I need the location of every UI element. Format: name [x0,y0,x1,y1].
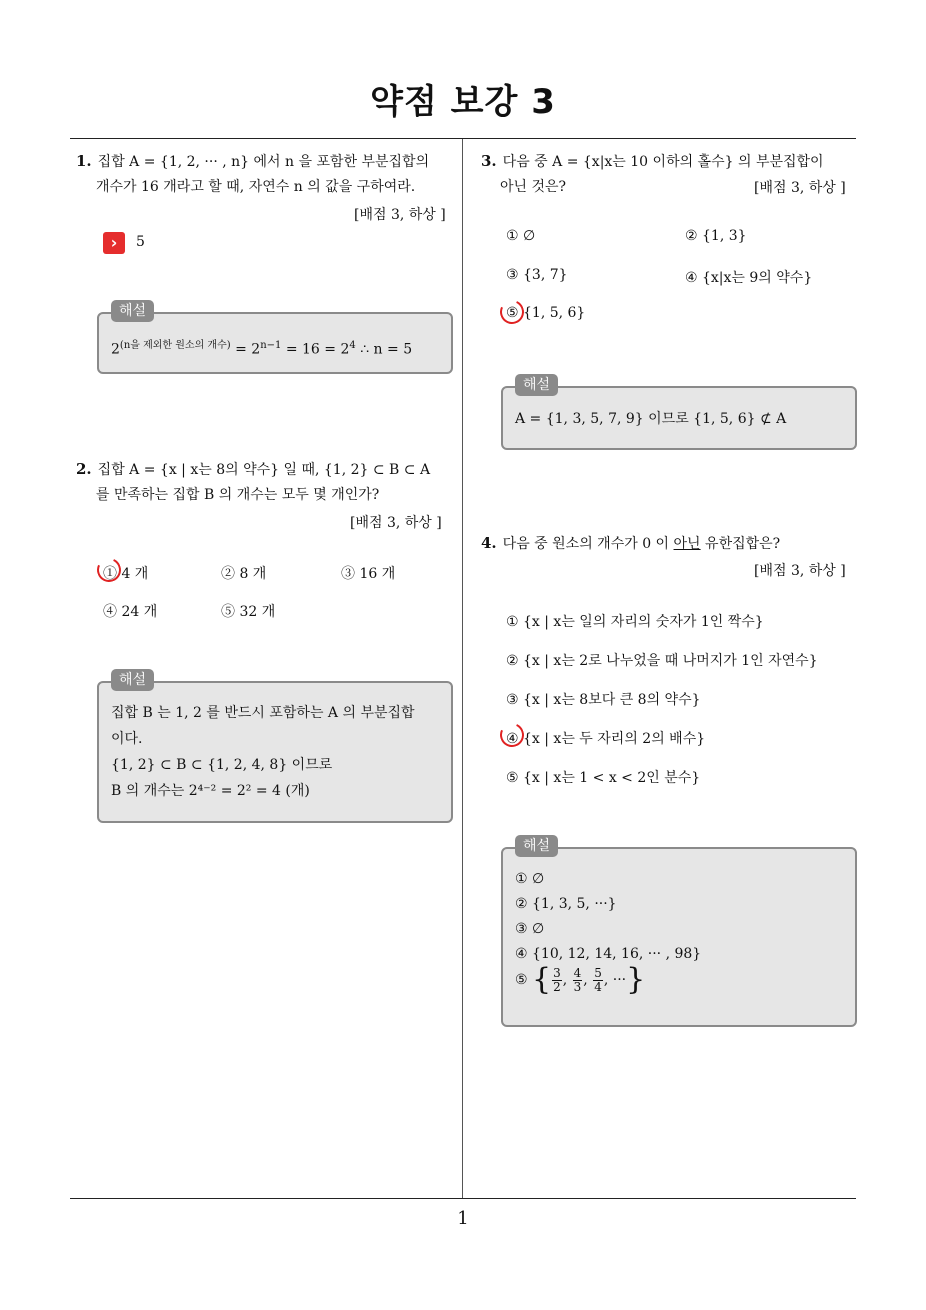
q3-choice-1[interactable]: ① ∅ [506,228,536,244]
q4-solution-line3: ③ ∅ [515,921,545,937]
q2-choice-2[interactable]: ② 8 개 [221,566,267,582]
frac1-num: 3 [553,965,561,980]
page-title: 약점 보강 3 [370,82,556,122]
q4-text-pre: 다음 중 원소의 개수가 0 이 [502,536,674,552]
q2-text-line2: 를 만족하는 집합 B 의 개수는 모두 몇 개인가? [96,487,380,503]
frac2-den: 3 [573,979,582,994]
q2-choice-1[interactable]: ① 4 개 [103,566,149,582]
q1-sol-rest3: ∴ n = 5 [355,341,413,358]
chevron-right-icon: › [103,232,125,254]
page-number: 1 [457,1208,469,1229]
q4-choice-3[interactable]: ③ {x | x는 8보다 큰 8의 약수} [506,692,701,708]
q4-choice-5[interactable]: ⑤ {x | x는 1 < x < 2인 분수} [506,770,701,786]
q1-solution-text [111,334,412,362]
q3-choice-2[interactable]: ② {1, 3} [685,228,747,244]
fraction-3 [593,967,603,994]
frac3-num: 5 [594,965,602,980]
q1-text-line1: 집합 A = {1, 2, ··· , n} 에서 n 을 포함한 부분집합의 [97,154,430,170]
q3-answer-mark [497,297,528,328]
q4-score: [배점 3, 하상 ] [754,563,846,579]
q1-sol-sup2: n−1 [260,340,282,351]
column-divider [462,139,463,1198]
q4-sol5-label: ⑤ [515,972,528,988]
q4-number: 4. [481,534,497,552]
q4-choice-1[interactable]: ① {x | x는 일의 자리의 숫자가 1인 짝수} [506,614,764,630]
frac3-den: 4 [594,979,602,994]
q2-solution-line4: B 의 개수는 2⁴⁻² = 2² = 4 (개) [111,783,310,799]
q1-sol-rest: = 2 [230,341,261,358]
q2-text-line1: 집합 A = {x | x는 8의 약수} 일 때, {1, 2} ⊂ B ⊂ A [97,462,431,478]
q3-text-line2: 아닌 것은? [500,179,567,195]
q1-solution-tag: 해설 [111,300,154,322]
top-rule [70,138,856,139]
q4-text-underlined: 아닌 [673,536,701,552]
q2-solution-line2: 이다. [111,731,143,747]
q4-solution-line4: ④ {10, 12, 14, 16, ··· , 98} [515,946,702,962]
q3-solution-tag: 해설 [515,374,558,396]
q3-number: 3. [481,152,497,170]
q3-choice-5[interactable]: ⑤ {1, 5, 6} [506,305,586,321]
q4-choice-4[interactable]: ④ {x | x는 두 자리의 2의 배수} [506,731,706,747]
q4-solution-tag: 해설 [515,835,558,857]
q3-score: [배점 3, 하상 ] [754,180,846,196]
q2-choice-3[interactable]: ③ 16 개 [341,566,396,582]
q4-text-post: 유한집합은? [700,536,781,552]
q1-sol-base: 2 [111,341,120,358]
q1-solution-box [97,303,453,374]
q3-text-line1: 다음 중 A = {x|x는 10 이하의 홀수} 의 부분집합이 [502,154,824,170]
q3-choice-4[interactable]: ④ {x|x는 9의 약수} [685,270,813,286]
q2-choice-5[interactable]: ⑤ 32 개 [221,604,276,620]
q3-choice-3[interactable]: ③ {3, 7} [506,267,568,283]
q2-solution-tag: 해설 [111,669,154,691]
q1-answer: 5 [136,234,145,250]
q4-solution-line2: ② {1, 3, 5, ···} [515,896,617,912]
q2-solution-line3: {1, 2} ⊂ B ⊂ {1, 2, 4, 8} 이므로 [111,757,333,773]
q4-sol5-tail: ··· [612,972,627,988]
fraction-2 [573,967,583,994]
q4-solution-line5: ⑤ { $\frac{3}{2}$ , $\frac{4}{3}$ , $\frac{5}{4}$ , ···} [515,962,646,997]
right-brace: } [626,962,646,997]
q1-sol-rest2: = 16 = 2 [281,341,350,358]
q1-score: [배점 3, 하상 ] [354,207,446,223]
left-brace: { [532,962,552,997]
q1-text-line2: 개수가 16 개라고 할 때, 자연수 n 의 값을 구하여라. [96,179,416,195]
q2-solution-line1: 집합 B 는 1, 2 를 반드시 포함하는 A 의 부분집합 [111,705,415,721]
q2-choice-4[interactable]: ④ 24 개 [103,604,158,620]
frac1-den: 2 [553,979,561,994]
frac2-num: 4 [573,965,582,980]
q3-solution-box [501,377,857,450]
q4-solution-box [501,838,857,1027]
q4-solution-line1: ① ∅ [515,871,545,887]
q2-solution-box [97,672,453,823]
fraction-1 [552,967,562,994]
q1-sol-sup3: 4 [349,340,356,351]
q2-score: [배점 3, 하상 ] [350,515,442,531]
q1-number: 1. [76,152,92,170]
bottom-rule [70,1198,856,1199]
q4-choice-2[interactable]: ② {x | x는 2로 나누었을 때 나머지가 1인 자연수} [506,653,818,669]
q3-solution-text: A = {1, 3, 5, 7, 9} 이므로 {1, 5, 6} ⊄ A [515,411,787,427]
q1-sol-sup: (n을 제외한 원소의 개수) [119,340,231,351]
q4-line1 [481,528,780,559]
q2-number: 2. [76,460,92,478]
